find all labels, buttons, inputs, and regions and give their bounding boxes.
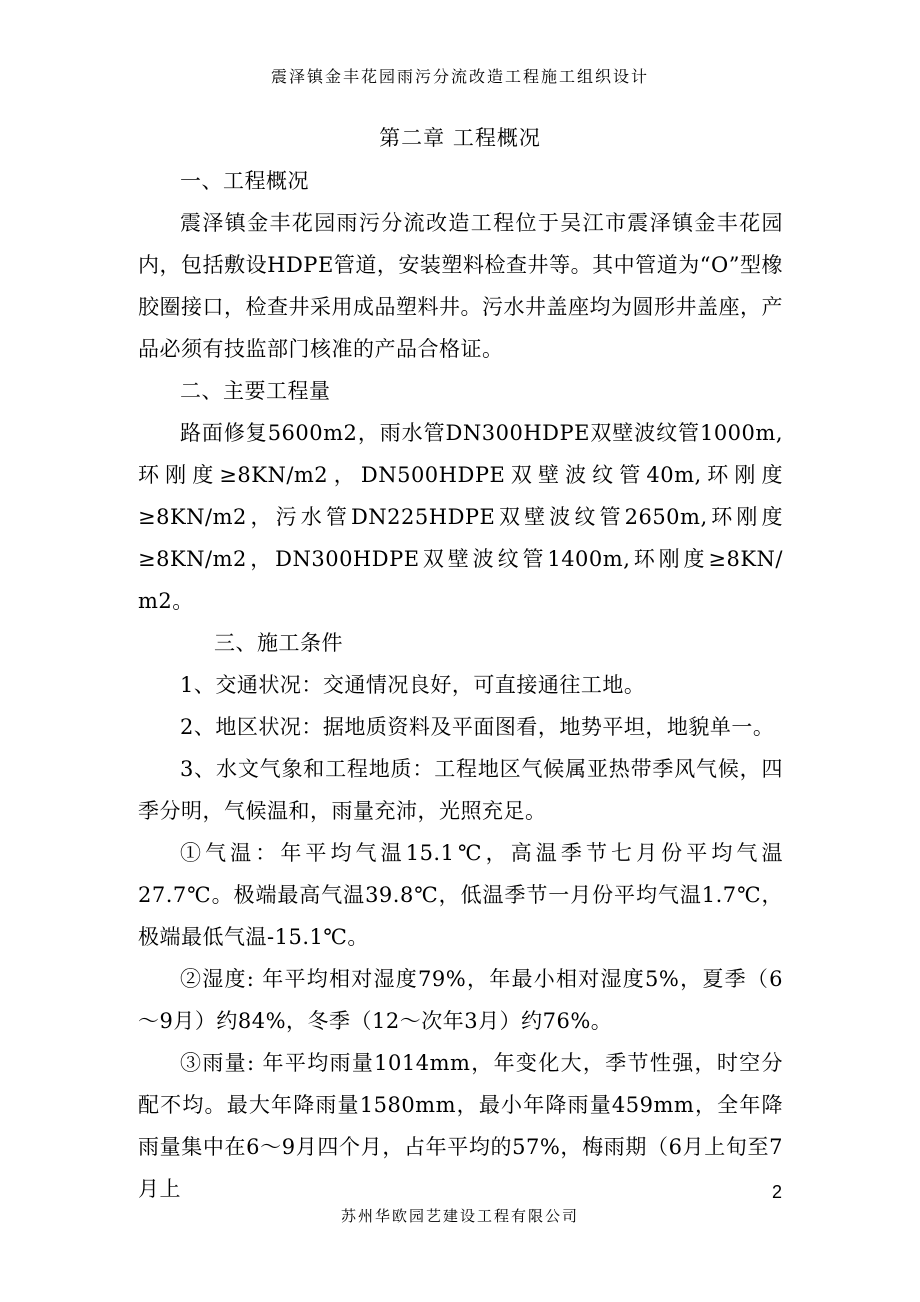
section-heading-quantities: 二、主要工程量	[180, 379, 331, 403]
paragraph-overview: 震泽镇金丰花园雨污分流改造工程位于吴江市震泽镇金丰花园内，包括敷设HDPE管道，安装塑料检查井等。其中管道为“O”型橡胶圈接口，检查井采用成品塑料井。污水井盖座均为圆形井盖座，产品必须有技监部门核准的产品合格证。	[138, 211, 783, 361]
page-footer: 苏州华欧园艺建设工程有限公司	[340, 1207, 579, 1225]
page-header: 震泽镇金丰花园雨污分流改造工程施工组织设计	[270, 67, 649, 86]
document-body	[138, 160, 783, 1210]
paragraph-temperature: ①气温：年平均气温15.1℃，高温季节七月份平均气温27.7℃。极端最高气温39.8℃，低温季节一月份平均气温1.7℃，极端最低气温-15.1℃。	[138, 841, 783, 949]
chapter-title: 第二章 工程概况	[379, 126, 541, 150]
paragraph-rainfall: ③雨量: 年平均雨量1014mm，年变化大，季节性强，时空分配不均。最大年降雨量1580mm，最小年降雨量459mm，全年降雨量集中在6～9月四个月，占年平均的57%，梅雨期（6月上旬至7月上	[138, 1051, 783, 1201]
page-number: 2	[772, 1182, 783, 1202]
paragraph-quantities: 路面修复5600m2，雨水管DN300HDPE双壁波纹管1000m,环刚度≥8KN/m2，DN500HDPE双壁波纹管40m,环刚度≥8KN/m2，污水管DN225HDPE双壁波纹管2650m,环刚度≥8KN/m2，DN300HDPE双壁波纹管1400m,环刚度≥8KN/ m2。	[138, 421, 783, 613]
paragraph-hydrology: 3、水文气象和工程地质：工程地区气候属亚热带季风气候，四季分明，气候温和，雨量充沛，光照充足。	[138, 757, 783, 823]
paragraph-humidity: ②湿度: 年平均相对湿度79%，年最小相对湿度5%，夏季（6～9月）约84%，冬季（12～次年3月）约76%。	[138, 967, 783, 1033]
paragraph-region: 2、地区状况：据地质资料及平面图看，地势平坦，地貌单一。	[180, 715, 775, 739]
section-heading-conditions: 三、施工条件	[214, 631, 343, 655]
paragraph-traffic: 1、交通状况：交通情况良好，可直接通往工地。	[180, 673, 646, 697]
section-heading-overview: 一、工程概况	[180, 169, 309, 193]
